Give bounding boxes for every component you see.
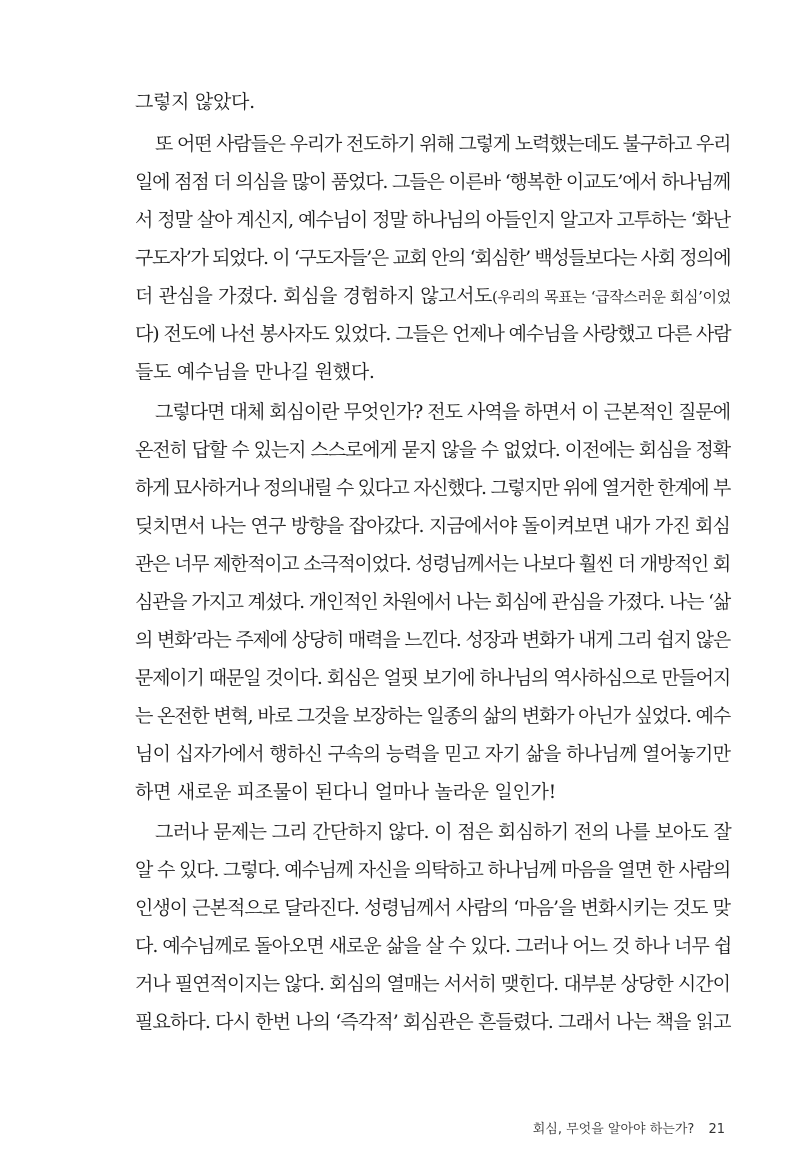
text-line-17: 는 온전한 변혁, 바로 그것을 보장하는 일종의 삶의 변화가 아닌가 싶었다. 예수 [135, 705, 730, 727]
text-line-6 [135, 284, 730, 309]
text-line-21: 알 수 있다. 그렇다. 예수님께 자신을 의탁하고 하나님께 마음을 열면 한 사람의 [135, 859, 730, 881]
text-line-2: 또 어떤 사람들은 우리가 전도하기 위해 그렇게 노력했는데도 불구하고 우리 [155, 133, 731, 155]
text-line-15: 의 변화’라는 주제에 상당히 매력을 느낀다. 성장과 변화가 내게 그리 쉽지 않은 [135, 629, 730, 651]
text-line-6-small: (우리의 목표는 ‘급작스러운 회심’이었 [492, 288, 731, 306]
page-number: 21 [708, 1122, 725, 1137]
text-line-18: 님이 십자가에서 행하신 구속의 능력을 믿고 자기 삶을 하나님께 열어놓기만 [135, 743, 731, 765]
text-line-22: 인생이 근본적으로 달라진다. 성령님께서 사람의 ‘마음’을 변화시키는 것도 맞 [135, 897, 730, 919]
text-line-20: 그러나 문제는 그리 간단하지 않다. 이 점은 회심하기 전의 나를 보아도 잘 [155, 821, 732, 843]
text-line-3: 일에 점점 더 의심을 많이 품었다. 그들은 이른바 ‘행복한 이교도’에서 하나님께 [135, 171, 730, 193]
text-line-14: 심관을 가지고 계셨다. 개인적인 차원에서 나는 회심에 관심을 가졌다. 나는 ‘삶 [135, 591, 730, 613]
text-line-7: 다) 전도에 나선 봉사자도 있었다. 그들은 언제나 예수님을 사랑했고 다른 사람 [135, 323, 731, 345]
text-line-9: 그렇다면 대체 회심이란 무엇인가? 전도 사역을 하면서 이 근본적인 질문에 [155, 401, 731, 423]
text-line-12: 딪치면서 나는 연구 방향을 잡아갔다. 지금에서야 돌이켜보면 내가 가진 회심 [135, 515, 730, 537]
text-line-23: 다. 예수님께로 돌아오면 새로운 삶을 살 수 있다. 그러나 어느 것 하나 너무 쉽 [135, 935, 732, 957]
running-title: 회심, 무엇을 알아야 하는가? [532, 1122, 695, 1137]
text-line-1: 그렇지 않았다. [135, 91, 255, 113]
page-footer [533, 1118, 725, 1137]
text-line-5: 구도자’가 되었다. 이 ‘구도자들’은 교회 안의 ‘회심한’ 백성들보다는 사회 정의에 [135, 247, 731, 269]
text-line-19: 하면 새로운 피조물이 된다니 얼마나 놀라운 일인가! [135, 781, 556, 803]
text-line-4: 서 정말 살아 계신지, 예수님이 정말 하나님의 아들인지 알고자 고투하는 ‘화난 [135, 209, 730, 231]
text-line-24: 거나 필연적이지는 않다. 회심의 열매는 서서히 맺힌다. 대부분 상당한 시간이 [135, 973, 730, 995]
text-line-10: 온전히 답할 수 있는지 스스로에게 묻지 않을 수 없었다. 이전에는 회심을 정확 [135, 439, 730, 461]
text-line-11: 하게 묘사하거나 정의내릴 수 있다고 자신했다. 그렇지만 위에 열거한 한계에 부 [135, 477, 730, 499]
text-line-6-main: 더 관심을 가졌다. 회심을 경험하지 않고서도 [135, 285, 493, 307]
text-line-25: 필요하다. 다시 한번 나의 ‘즉각적’ 회심관은 흔들렸다. 그래서 나는 책을 읽고 [135, 1011, 731, 1033]
text-line-13: 관은 너무 제한적이고 소극적이었다. 성령님께서는 나보다 훨씬 더 개방적인 회 [135, 553, 730, 575]
text-line-8: 들도 예수님을 만나길 원했다. [135, 361, 375, 383]
text-line-16: 문제이기 때문일 것이다. 회심은 얼핏 보기에 하나님의 역사하심으로 만들어지 [135, 667, 730, 689]
